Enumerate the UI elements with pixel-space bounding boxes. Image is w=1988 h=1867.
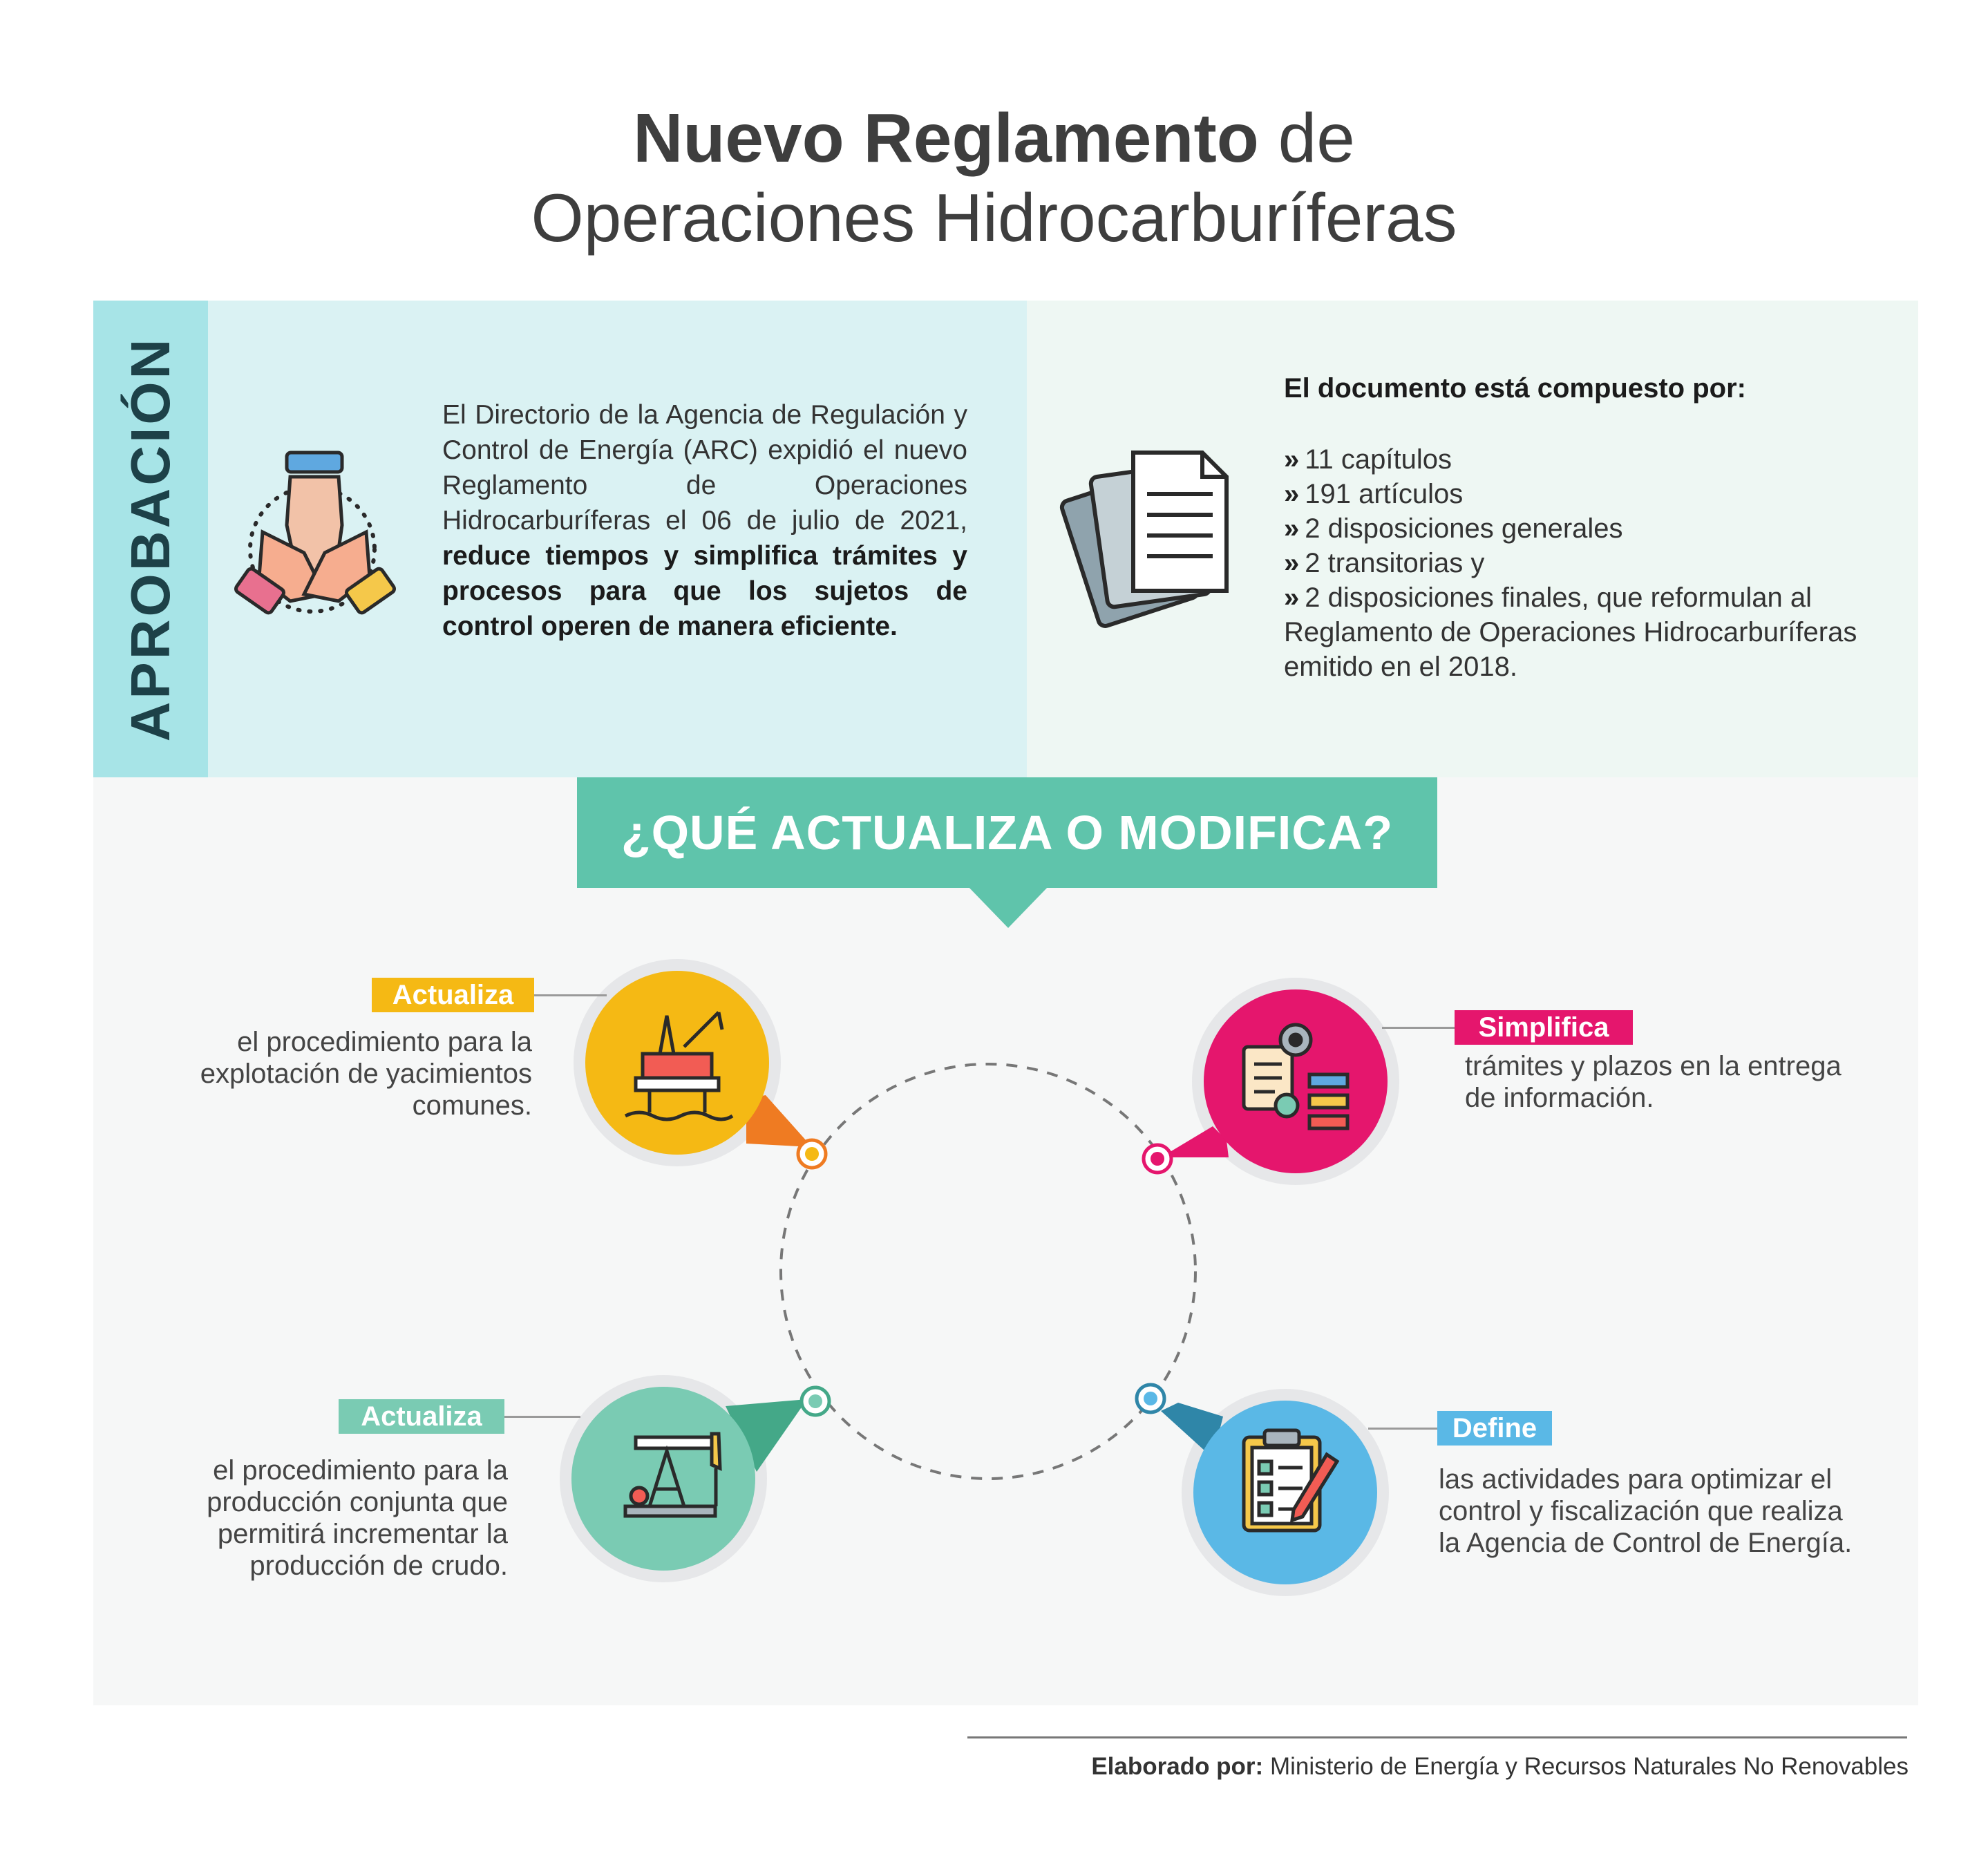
item-explotacion-graphic	[574, 959, 826, 1168]
banner-pointer	[967, 886, 1049, 928]
leader-line-4	[1368, 1428, 1437, 1430]
document-item-transitory: » 2 transitorias y	[1284, 548, 1485, 578]
footer-divider	[967, 1736, 1907, 1738]
desc-define: las actividades para optimizar el control y fiscalización que realiza la Agencia de Control de Energía.	[1439, 1464, 1853, 1558]
tag-simplifica: Simplifica	[1455, 1010, 1633, 1045]
document-heading: El documento está compuesto por:	[1284, 373, 1746, 404]
center-dashed-circle	[781, 1064, 1195, 1479]
bullet-icon: »	[1284, 444, 1300, 475]
bullet-icon: »	[1284, 479, 1300, 509]
leader-line-2	[1382, 1027, 1455, 1029]
desc-explotacion: el procedimiento para la explotación de yacimientos comunes.	[200, 1027, 532, 1121]
approval-text-plain: El Directorio de la Agencia de Regulación y Control de Energía (ARC) expidió el nuevo Reglamento de Operaciones Hidrocarburíferas el 06 de julio de 2021,	[442, 400, 967, 536]
leader-line-1	[534, 994, 607, 996]
item-define-graphic	[1137, 1385, 1389, 1596]
section-banner-title: ¿QUÉ ACTUALIZA O MODIFICA?	[621, 806, 1394, 860]
desc-simplifica: trámites y plazos en la entrega de información.	[1465, 1051, 1842, 1113]
document-item-general: » 2 disposiciones generales	[1284, 513, 1623, 544]
document-item-chapters: » 11 capítulos	[1284, 444, 1452, 475]
tag-actualiza-1: Actualiza	[372, 978, 534, 1012]
desc-produccion: el procedimiento para la producción conjunta que permitirá incrementar la producción de crudo.	[207, 1455, 508, 1581]
documents-icon	[1060, 453, 1227, 628]
bullet-icon: »	[1284, 582, 1300, 613]
hands-teamwork-icon	[234, 453, 396, 614]
document-item-articles: » 191 artículos	[1284, 479, 1464, 509]
footer-text: Ministerio de Energía y Recursos Naturales No Renovables	[1263, 1753, 1909, 1780]
footer-label: Elaborado por:	[1091, 1753, 1264, 1780]
title-rest: de	[1258, 99, 1355, 177]
bullet-icon: »	[1284, 513, 1300, 544]
tag-actualiza-2: Actualiza	[339, 1399, 504, 1434]
item-produccion-graphic	[560, 1375, 829, 1582]
leader-line-3	[504, 1416, 580, 1418]
title-strong: Nuevo Reglamento	[633, 99, 1259, 177]
item-simplifica-graphic	[1144, 978, 1399, 1185]
document-item-final: » 2 disposiciones finales, que reformulan al Reglamento de Operaciones Hidrocarburíferas emitido en el 2018.	[1284, 582, 1857, 682]
approval-text-bold: reduce tiempos y simplifica trámites y procesos para que los sujetos de control operen de manera eficiente.	[442, 541, 967, 641]
footer-credit	[1091, 1753, 1909, 1781]
page-subtitle: Operaciones Hidrocarburíferas	[531, 180, 1457, 256]
bullet-icon: »	[1284, 548, 1300, 578]
tag-define: Define	[1437, 1411, 1552, 1446]
approval-label: APROBACIÓN	[120, 336, 181, 742]
